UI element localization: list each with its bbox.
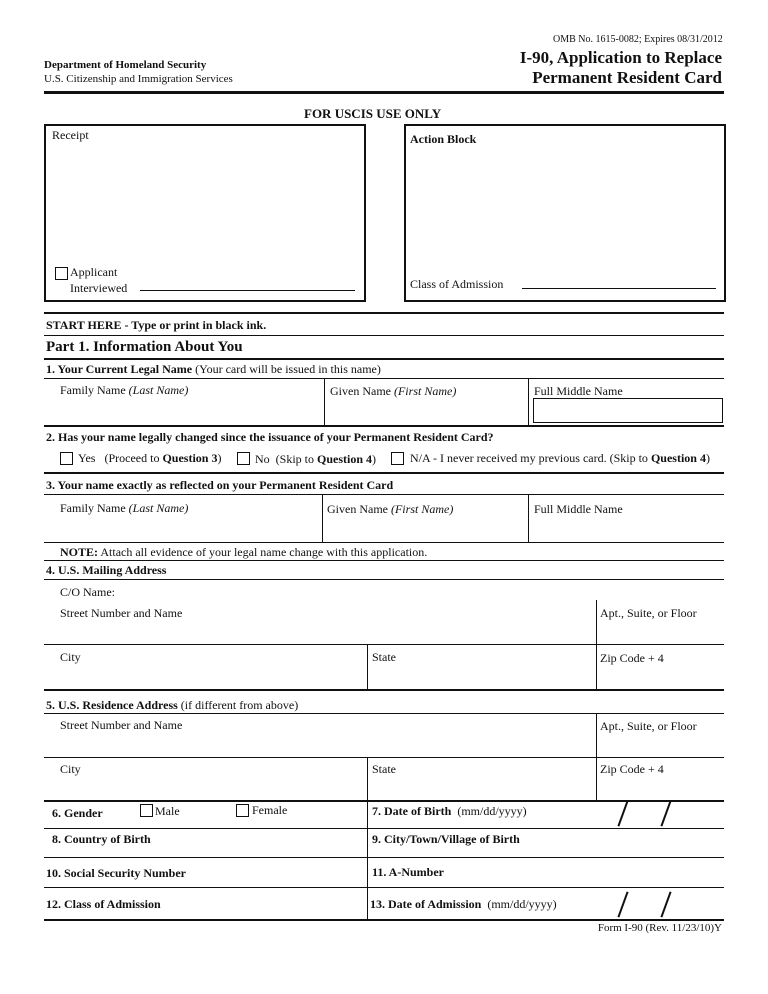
divider (528, 379, 529, 425)
q4-co-name-field[interactable] (44, 580, 724, 599)
q2-yes-option: Yes (Proceed to Question 3) (78, 451, 222, 465)
q11-a-number-label: 11. A-Number (372, 865, 444, 879)
q8-country-of-birth-label: 8. Country of Birth (52, 832, 151, 846)
q13-date-of-admission-label (370, 897, 557, 912)
q4-apt-label: Apt., Suite, or Floor (600, 606, 697, 620)
q1-note: (Your card will be issued in this name) (195, 362, 381, 376)
q11-a-number-field[interactable] (368, 858, 724, 887)
q3-given-hint: (First Name) (390, 502, 454, 516)
rule (44, 472, 724, 474)
q5-state-field[interactable] (368, 758, 596, 800)
q3-note-label: NOTE: (60, 545, 99, 559)
agency-name: U.S. Citizenship and Immigration Services (44, 73, 233, 85)
rule (44, 689, 724, 691)
rule (44, 919, 724, 921)
q1-middle-name-field[interactable] (533, 398, 723, 423)
q13-hint: (mm/dd/yyyy) (487, 897, 557, 911)
q4-city-field[interactable] (44, 645, 367, 689)
q9-city-of-birth-label: 9. City/Town/Village of Birth (372, 832, 520, 846)
q3-family-hint: (Last Name) (128, 501, 189, 515)
q1-middle-name-label: Full Middle Name (534, 384, 623, 398)
q5-zip-field[interactable] (597, 758, 724, 800)
applicant-label: Applicant (70, 265, 118, 279)
q3-label: 3. Your name exactly as reflected on your Permanent Resident Card (46, 478, 394, 492)
q2-na-option: N/A - I never received my previous card. (Skip to Question 4) (410, 451, 710, 465)
rule (44, 560, 724, 561)
q5-street-field[interactable] (44, 714, 596, 758)
q6-male-checkbox[interactable] (140, 804, 153, 817)
q4-state-field[interactable] (368, 645, 596, 689)
start-here-instruction: START HERE - Type or print in black ink. (46, 318, 267, 332)
q6-female-label: Female (252, 803, 288, 817)
q3-given-name-field[interactable] (323, 495, 528, 542)
q1-label (46, 362, 381, 377)
q12-class-of-admission-label: 12. Class of Admission (46, 897, 161, 911)
q4-zip-label: Zip Code + 4 (600, 651, 664, 665)
q2-no-note: (Skip to (275, 452, 315, 466)
q5-note: (if different from above) (180, 698, 299, 712)
action-block-label: Action Block (410, 132, 477, 146)
applicant-interviewed-checkbox[interactable] (55, 267, 68, 280)
q12-class-of-admission-field[interactable] (44, 888, 367, 919)
header-rule (44, 91, 724, 94)
uscis-use-title: FOR USCIS USE ONLY (304, 106, 442, 121)
q4-label: 4. U.S. Mailing Address (46, 563, 167, 577)
interviewed-label: Interviewed (70, 281, 128, 295)
q4-city-label: City (60, 650, 81, 664)
q7-dob-field[interactable] (560, 802, 724, 828)
q2-no-question: Question 4 (317, 452, 373, 466)
q1-family-hint: (Last Name) (128, 383, 189, 397)
q7-label-text: 7. Date of Birth (372, 804, 452, 818)
q13-label-text: 13. Date of Admission (370, 897, 482, 911)
q2-na-checkbox[interactable] (391, 452, 404, 465)
q6-gender-label: 6. Gender (52, 806, 103, 820)
q10-ssn-field[interactable] (44, 858, 367, 887)
class-of-admission-line[interactable] (522, 288, 716, 289)
q1-given-name-field[interactable] (325, 379, 528, 425)
form-title-line1: I-90, Application to Replace (519, 48, 722, 67)
omb-number: OMB No. 1615-0082; Expires 08/31/2012 (553, 34, 723, 45)
q2-na-question: Question 4 (650, 451, 706, 465)
q3-family-name-field[interactable] (44, 495, 322, 542)
action-block-box[interactable] (404, 124, 726, 302)
rule (44, 335, 724, 336)
q6-male-label: Male (155, 804, 180, 818)
q3-note (60, 545, 427, 560)
q7-dob-label (372, 804, 527, 819)
q2-yes-text: Yes (78, 451, 96, 465)
q2-yes-question: Question 3 (162, 451, 218, 465)
q7-hint: (mm/dd/yyyy) (457, 804, 527, 818)
q1-given-hint: (First Name) (393, 384, 457, 398)
q5-city-field[interactable] (44, 758, 367, 800)
q6-female-checkbox[interactable] (236, 804, 249, 817)
q1-family-text: Family Name (60, 383, 126, 397)
uscis-bottom-rule (44, 312, 724, 314)
q5-apt-label: Apt., Suite, or Floor (600, 719, 697, 733)
q3-family-text: Family Name (60, 501, 126, 515)
q4-apt-field[interactable] (597, 600, 724, 644)
q4-street-field[interactable] (44, 600, 596, 644)
q4-street-label: Street Number and Name (60, 606, 183, 620)
department-name: Department of Homeland Security (44, 59, 207, 71)
q5-apt-field[interactable] (597, 714, 724, 758)
q2-no-checkbox[interactable] (237, 452, 250, 465)
rule (44, 542, 724, 543)
q4-zip-field[interactable] (597, 645, 724, 689)
q2-na-text: N/A - I never received my previous card. (410, 451, 607, 465)
part1-title: Part 1. Information About You (46, 339, 243, 355)
rule (44, 425, 724, 427)
q8-country-of-birth-field[interactable] (44, 829, 367, 857)
q5-zip-label: Zip Code + 4 (600, 762, 664, 776)
class-of-admission-label: Class of Admission (410, 277, 504, 291)
q1-family-name-field[interactable] (44, 379, 324, 425)
q3-middle-name-label: Full Middle Name (534, 502, 623, 516)
q2-na-note: (Skip to (609, 451, 648, 465)
q2-yes-checkbox[interactable] (60, 452, 73, 465)
q1-given-text: Given Name (330, 384, 391, 398)
q5-city-label: City (60, 762, 81, 776)
q3-given-text: Given Name (327, 502, 388, 516)
q2-no-text: No (255, 452, 270, 466)
rule (44, 358, 724, 360)
q5-label (46, 698, 298, 713)
q2-no-option: No (Skip to Question 4) (255, 452, 377, 466)
q4-co-name-label: C/O Name: (60, 585, 115, 599)
q3-note-text: Attach all evidence of your legal name change with this application. (100, 545, 428, 559)
form-title-line2: Permanent Resident Card (532, 68, 722, 87)
q2-yes-note: (Proceed to (104, 451, 160, 465)
q1-label-text: 1. Your Current Legal Name (46, 362, 193, 376)
q4-state-label: State (372, 650, 396, 664)
q2-label: 2. Has your name legally changed since the issuance of your Permanent Resident Card? (46, 430, 494, 444)
q3-middle-name-field[interactable] (529, 495, 724, 542)
q5-label-text: 5. U.S. Residence Address (46, 698, 178, 712)
q9-city-of-birth-field[interactable] (368, 829, 724, 857)
interviewed-line[interactable] (140, 290, 355, 291)
q10-ssn-label: 10. Social Security Number (46, 866, 186, 880)
q5-street-label: Street Number and Name (60, 718, 183, 732)
q13-date-of-admission-field[interactable] (575, 888, 724, 919)
q5-state-label: State (372, 762, 396, 776)
receipt-label: Receipt (52, 128, 89, 142)
form-revision-footer: Form I-90 (Rev. 11/23/10)Y (597, 922, 722, 934)
